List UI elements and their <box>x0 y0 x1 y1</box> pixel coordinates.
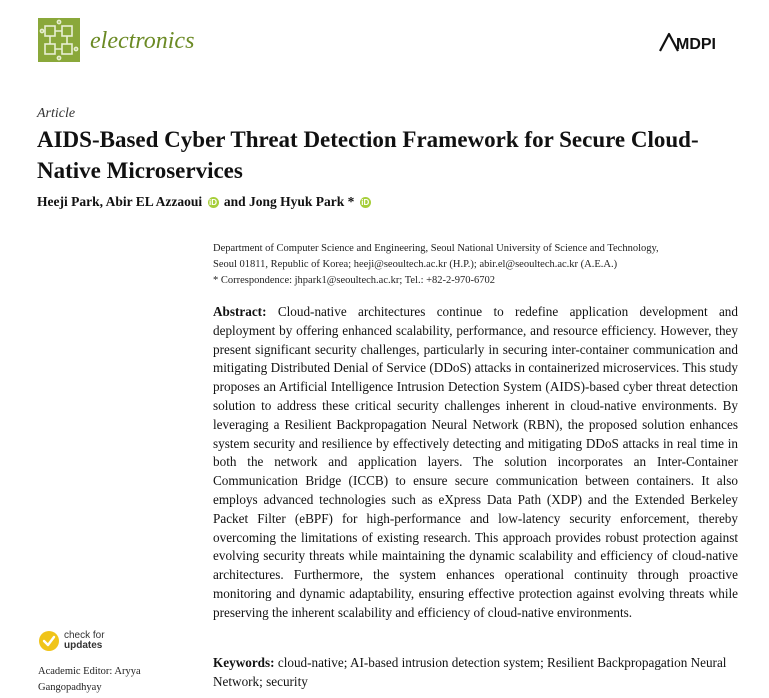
affiliation-line: Department of Computer Science and Engineering, Seoul National University of Science and Technology, <box>213 243 659 254</box>
check-updates-line1: check for <box>64 630 105 641</box>
keywords <box>213 654 738 692</box>
orcid-icon[interactable]: iD <box>209 198 217 207</box>
publisher-name: MDPI <box>676 36 716 53</box>
author-names: Heeji Park, Abir EL Azzaoui <box>37 194 203 209</box>
keywords-text: cloud-native; AI-based intrusion detection system; Resilient Backpropagation Neural Network; security <box>213 655 727 689</box>
article-type: Article <box>37 106 76 121</box>
academic-editor: Academic Editor: Aryya Gangopadhyay <box>38 666 141 693</box>
abstract-text: Cloud-native architectures continue to redefine application development and deployment by offering enhanced scalability, performance, and resource efficiency. However, they present significant security challenges, particularly in securing inter-container communication and mitigating Distributed Denial of Service (DDoS) attacks in containerized microservices. This study proposes an Artificial Intelligence Intrusion Detection System (AIDS)-based cyber threat detection solution to address these critical security challenges inherent in cloud-native environments. By leveraging a Resilient Backpropagation Neural Network (RBN), the proposed solution enhances system security and resilience by effectively detecting and mitigating DDoS attacks in real time in both the network and application layers. The solution incorporates an Inter-Container Communication Bridge (ICCB) to ensure secure communication between containers. It also employs advanced technologies such as eXpress Data Path (XDP) and the Extended Berkeley Packet Filter (eBPF) for high-performance and low-latency security enforcement, thereby overcoming the limitations of existing research. This approach provides robust protection against evolving security threats while maintaining the dynamic scalability and efficiency of cloud-native architectures. Furthermore, the system enhances operational continuity through proactive monitoring and dynamic adaptability, ensuring effective protection against evolving threats while preserving the inherent scalability and efficiency of cloud-native environments. <box>213 304 738 620</box>
affiliation <box>213 241 743 289</box>
check-updates-icon <box>38 630 60 652</box>
circuit-logo-icon <box>38 18 80 62</box>
author-list <box>37 194 373 210</box>
check-updates-line2: updates <box>64 640 103 651</box>
journal-logo <box>38 18 80 62</box>
abstract <box>213 303 738 623</box>
journal-name: electronics <box>90 28 195 54</box>
orcid-icon[interactable]: iD <box>361 198 370 207</box>
article-title: AIDS-Based Cyber Threat Detection Framework for Secure Cloud-Native Microservices <box>37 127 699 183</box>
keywords-label: Keywords: <box>213 655 275 670</box>
affiliation-line: Seoul 01811, Republic of Korea; heeji@seoultech.ac.kr (H.P.); abir.el@seoultech.ac.kr (A.E.A.) <box>213 259 618 270</box>
correspondence-line: * Correspondence: jhpark1@seoultech.ac.kr; Tel.: +82-2-970-6702 <box>213 275 496 286</box>
author-last: and Jong Hyuk Park * <box>223 194 355 209</box>
abstract-label: Abstract: <box>213 304 267 319</box>
mdpi-logo <box>656 32 732 54</box>
